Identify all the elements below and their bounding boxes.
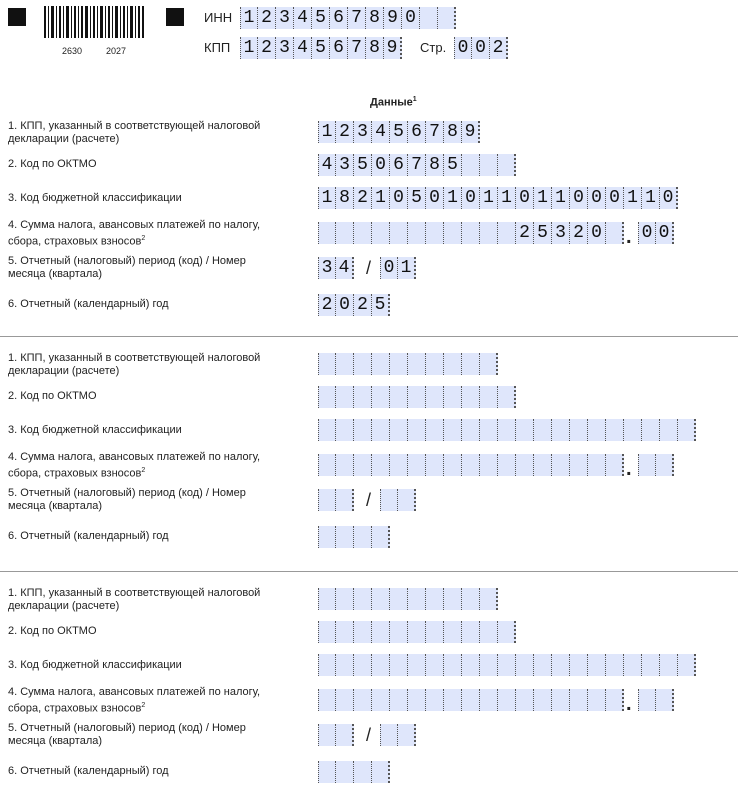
digit-cell[interactable]: 6	[408, 121, 426, 143]
digit-cell[interactable]	[444, 222, 462, 244]
digit-cell[interactable]	[552, 454, 570, 476]
digit-cell[interactable]	[336, 689, 354, 711]
period-separator: /	[366, 258, 372, 278]
digit-cell[interactable]: 7	[348, 7, 366, 29]
digit-cell[interactable]	[408, 621, 426, 643]
digit-cell[interactable]: 7	[408, 154, 426, 176]
period-code-field[interactable]	[318, 257, 354, 279]
digit-cell[interactable]: 9	[462, 121, 480, 143]
digit-cell[interactable]: 1	[318, 121, 336, 143]
digit-cell[interactable]: 0	[606, 187, 624, 209]
label-period: 5. Отчетный (налоговый) период (код) / Номер месяца (квартала)	[8, 722, 246, 747]
barcode-number-right: 2027	[106, 46, 127, 56]
digit-cell[interactable]	[498, 454, 516, 476]
section-title: Данные$^1$	[370, 96, 417, 109]
digit-cell[interactable]	[534, 419, 552, 441]
digit-cell[interactable]	[624, 419, 642, 441]
period-month-field[interactable]	[380, 489, 416, 511]
digit-cell[interactable]	[570, 454, 588, 476]
digit-cell[interactable]: 5	[534, 222, 552, 244]
digit-cell[interactable]: 0	[472, 37, 490, 59]
digit-cell[interactable]: 1	[240, 37, 258, 59]
digit-cell[interactable]	[372, 526, 390, 548]
digit-cell[interactable]	[444, 454, 462, 476]
digit-cell[interactable]	[462, 154, 480, 176]
digit-cell[interactable]	[372, 621, 390, 643]
digit-cell[interactable]	[606, 222, 624, 244]
digit-cell[interactable]	[444, 588, 462, 610]
label-sum: 4. Сумма налога, авансовых платежей по налогу, сбора, страховых взносов$^2$	[8, 219, 261, 248]
digit-cell[interactable]: 5	[354, 154, 372, 176]
digit-cell[interactable]	[390, 689, 408, 711]
digit-cell[interactable]: 8	[426, 154, 444, 176]
digit-cell[interactable]	[336, 654, 354, 676]
digit-cell[interactable]	[426, 386, 444, 408]
digit-cell[interactable]	[516, 419, 534, 441]
kbk-field[interactable]	[318, 654, 696, 676]
digit-cell[interactable]: 1	[498, 187, 516, 209]
digit-cell[interactable]: 1	[444, 187, 462, 209]
digit-cell[interactable]: 0	[390, 187, 408, 209]
digit-cell[interactable]: 0	[516, 187, 534, 209]
digit-cell[interactable]: 1	[240, 7, 258, 29]
digit-cell[interactable]	[606, 654, 624, 676]
sum-decimal-field[interactable]	[638, 222, 674, 244]
digit-cell[interactable]	[426, 353, 444, 375]
kpp-field[interactable]	[318, 588, 498, 610]
block-separator	[0, 571, 738, 572]
corner-marker-right	[166, 8, 184, 26]
digit-cell[interactable]: 0	[588, 187, 606, 209]
digit-cell[interactable]	[588, 454, 606, 476]
digit-cell[interactable]	[642, 654, 660, 676]
label-oktmo: 2. Код по ОКТМО	[8, 390, 97, 402]
digit-cell[interactable]	[480, 222, 498, 244]
label-period: 5. Отчетный (налоговый) период (код) / Номер месяца (квартала)	[8, 255, 246, 280]
digit-cell[interactable]	[390, 386, 408, 408]
digit-cell[interactable]	[318, 621, 336, 643]
digit-cell[interactable]: 6	[330, 7, 348, 29]
label-oktmo: 2. Код по ОКТМО	[8, 158, 97, 170]
digit-cell[interactable]	[408, 454, 426, 476]
digit-cell[interactable]	[408, 419, 426, 441]
digit-cell[interactable]: 3	[552, 222, 570, 244]
digit-cell[interactable]	[462, 689, 480, 711]
digit-cell[interactable]	[498, 621, 516, 643]
digit-cell[interactable]	[426, 654, 444, 676]
digit-cell[interactable]	[552, 654, 570, 676]
digit-cell[interactable]: 6	[330, 37, 348, 59]
digit-cell[interactable]	[354, 621, 372, 643]
digit-cell[interactable]	[444, 654, 462, 676]
digit-cell[interactable]	[354, 526, 372, 548]
digit-cell[interactable]	[336, 353, 354, 375]
digit-cell[interactable]	[462, 454, 480, 476]
digit-cell[interactable]: 0	[372, 154, 390, 176]
digit-cell[interactable]	[372, 654, 390, 676]
digit-cell[interactable]: 2	[336, 121, 354, 143]
digit-cell[interactable]: 4	[294, 7, 312, 29]
digit-cell[interactable]	[660, 419, 678, 441]
digit-cell[interactable]	[552, 689, 570, 711]
oktmo-field[interactable]	[318, 621, 516, 643]
digit-cell[interactable]: 3	[354, 121, 372, 143]
digit-cell[interactable]	[462, 386, 480, 408]
digit-cell[interactable]	[426, 222, 444, 244]
digit-cell[interactable]: 0	[336, 294, 354, 316]
digit-cell[interactable]: 2	[570, 222, 588, 244]
digit-cell[interactable]	[480, 621, 498, 643]
decimal-point: .	[626, 693, 632, 715]
digit-cell[interactable]	[336, 621, 354, 643]
digit-cell[interactable]	[444, 689, 462, 711]
period-code-field[interactable]	[318, 724, 354, 746]
digit-cell[interactable]: 9	[384, 37, 402, 59]
page-number-field[interactable]	[454, 37, 508, 59]
digit-cell[interactable]	[354, 689, 372, 711]
digit-cell[interactable]	[656, 689, 674, 711]
period-month-field[interactable]	[380, 257, 416, 279]
digit-cell[interactable]	[336, 489, 354, 511]
digit-cell[interactable]: 3	[276, 7, 294, 29]
digit-cell[interactable]	[678, 419, 696, 441]
digit-cell[interactable]	[516, 654, 534, 676]
digit-cell[interactable]	[498, 654, 516, 676]
kpp-header-field[interactable]	[240, 37, 402, 59]
digit-cell[interactable]	[336, 761, 354, 783]
digit-cell[interactable]: 0	[660, 187, 678, 209]
digit-cell[interactable]: 1	[372, 187, 390, 209]
digit-cell[interactable]	[588, 419, 606, 441]
digit-cell[interactable]: 5	[312, 37, 330, 59]
digit-cell[interactable]	[336, 588, 354, 610]
digit-cell[interactable]	[318, 454, 336, 476]
label-year: 6. Отчетный (календарный) год	[8, 530, 169, 542]
digit-cell[interactable]: 1	[480, 187, 498, 209]
label-sum: 4. Сумма налога, авансовых платежей по налогу, сбора, страховых взносов$^2$	[8, 451, 261, 480]
digit-cell[interactable]: 3	[318, 257, 336, 279]
digit-cell[interactable]	[390, 353, 408, 375]
digit-cell[interactable]: 0	[638, 222, 656, 244]
digit-cell[interactable]	[408, 222, 426, 244]
digit-cell[interactable]	[462, 588, 480, 610]
digit-cell[interactable]	[318, 419, 336, 441]
digit-cell[interactable]: 6	[390, 154, 408, 176]
digit-cell[interactable]	[408, 353, 426, 375]
kpp-label: КПП	[204, 40, 231, 55]
digit-cell[interactable]	[552, 419, 570, 441]
digit-cell[interactable]: 0	[656, 222, 674, 244]
digit-cell[interactable]: 8	[336, 187, 354, 209]
digit-cell[interactable]	[480, 419, 498, 441]
decimal-point: .	[626, 226, 632, 248]
digit-cell[interactable]	[426, 689, 444, 711]
period-separator: /	[366, 490, 372, 510]
label-year: 6. Отчетный (календарный) год	[8, 298, 169, 310]
digit-cell[interactable]	[498, 689, 516, 711]
oktmo-field[interactable]	[318, 154, 516, 176]
label-kpp: 1. КПП, указанный в соответствующей налоговой декларации (расчете)	[8, 352, 261, 377]
decimal-point: .	[626, 458, 632, 480]
digit-cell[interactable]: 2	[490, 37, 508, 59]
digit-cell[interactable]	[498, 386, 516, 408]
year-field[interactable]	[318, 294, 390, 316]
digit-cell[interactable]	[444, 621, 462, 643]
digit-cell[interactable]	[390, 454, 408, 476]
sum-decimal-field[interactable]	[638, 454, 674, 476]
kpp-field[interactable]	[318, 353, 498, 375]
digit-cell[interactable]	[480, 386, 498, 408]
digit-cell[interactable]	[480, 654, 498, 676]
period-separator: /	[366, 725, 372, 745]
digit-cell[interactable]	[420, 7, 438, 29]
digit-cell[interactable]	[462, 353, 480, 375]
digit-cell[interactable]: 2	[354, 294, 372, 316]
digit-cell[interactable]: 2	[258, 7, 276, 29]
digit-cell[interactable]	[354, 419, 372, 441]
digit-cell[interactable]	[318, 386, 336, 408]
digit-cell[interactable]: 1	[642, 187, 660, 209]
digit-cell[interactable]	[462, 419, 480, 441]
kbk-field[interactable]	[318, 187, 678, 209]
digit-cell[interactable]: 0	[454, 37, 472, 59]
digit-cell[interactable]: 4	[336, 257, 354, 279]
digit-cell[interactable]: 7	[348, 37, 366, 59]
digit-cell[interactable]	[354, 454, 372, 476]
digit-cell[interactable]	[380, 489, 398, 511]
label-kbk: 3. Код бюджетной классификации	[8, 659, 182, 671]
digit-cell[interactable]: 5	[408, 187, 426, 209]
digit-cell[interactable]	[444, 419, 462, 441]
digit-cell[interactable]: 1	[552, 187, 570, 209]
digit-cell[interactable]	[606, 689, 624, 711]
digit-cell[interactable]	[408, 386, 426, 408]
digit-cell[interactable]: 3	[276, 37, 294, 59]
barcode-number-left: 2630	[62, 46, 83, 56]
label-year: 6. Отчетный (календарный) год	[8, 765, 169, 777]
digit-cell[interactable]	[318, 654, 336, 676]
digit-cell[interactable]	[480, 689, 498, 711]
digit-cell[interactable]	[480, 588, 498, 610]
digit-cell[interactable]	[498, 154, 516, 176]
digit-cell[interactable]	[398, 489, 416, 511]
digit-cell[interactable]: 2	[258, 37, 276, 59]
digit-cell[interactable]	[354, 761, 372, 783]
digit-cell[interactable]	[354, 386, 372, 408]
digit-cell[interactable]	[318, 222, 336, 244]
digit-cell[interactable]: 4	[294, 37, 312, 59]
digit-cell[interactable]	[336, 386, 354, 408]
digit-cell[interactable]	[318, 489, 336, 511]
digit-cell[interactable]	[372, 761, 390, 783]
label-oktmo: 2. Код по ОКТМО	[8, 625, 97, 637]
inn-label: ИНН	[204, 10, 233, 25]
digit-cell[interactable]	[642, 419, 660, 441]
digit-cell[interactable]	[354, 588, 372, 610]
digit-cell[interactable]: 4	[318, 154, 336, 176]
digit-cell[interactable]	[480, 154, 498, 176]
digit-cell[interactable]	[336, 724, 354, 746]
digit-cell[interactable]	[444, 353, 462, 375]
digit-cell[interactable]	[318, 353, 336, 375]
inn-field[interactable]	[240, 7, 456, 29]
digit-cell[interactable]	[398, 724, 416, 746]
digit-cell[interactable]: 7	[426, 121, 444, 143]
digit-cell[interactable]	[372, 386, 390, 408]
digit-cell[interactable]: 3	[336, 154, 354, 176]
digit-cell[interactable]	[480, 353, 498, 375]
digit-cell[interactable]	[336, 419, 354, 441]
digit-cell[interactable]	[588, 654, 606, 676]
digit-cell[interactable]: 0	[570, 187, 588, 209]
digit-cell[interactable]: 8	[366, 37, 384, 59]
digit-cell[interactable]	[516, 689, 534, 711]
digit-cell[interactable]	[408, 588, 426, 610]
digit-cell[interactable]	[336, 222, 354, 244]
digit-cell[interactable]	[426, 419, 444, 441]
digit-cell[interactable]	[656, 454, 674, 476]
digit-cell[interactable]	[624, 654, 642, 676]
digit-cell[interactable]: 5	[372, 294, 390, 316]
digit-cell[interactable]	[354, 654, 372, 676]
digit-cell[interactable]	[372, 689, 390, 711]
sum-integer-field[interactable]	[318, 689, 624, 711]
digit-cell[interactable]	[336, 526, 354, 548]
label-kpp: 1. КПП, указанный в соответствующей налоговой декларации (расчете)	[8, 587, 261, 612]
label-sum: 4. Сумма налога, авансовых платежей по налогу, сбора, страховых взносов$^2$	[8, 686, 261, 715]
label-kbk: 3. Код бюджетной классификации	[8, 424, 182, 436]
digit-cell[interactable]	[390, 222, 408, 244]
digit-cell[interactable]	[638, 689, 656, 711]
digit-cell[interactable]	[438, 7, 456, 29]
digit-cell[interactable]	[318, 526, 336, 548]
kpp-field[interactable]	[318, 121, 480, 143]
sum-integer-field[interactable]	[318, 222, 624, 244]
digit-cell[interactable]	[372, 588, 390, 610]
digit-cell[interactable]	[516, 454, 534, 476]
digit-cell[interactable]	[390, 419, 408, 441]
digit-cell[interactable]	[408, 689, 426, 711]
digit-cell[interactable]	[426, 454, 444, 476]
digit-cell[interactable]	[638, 454, 656, 476]
digit-cell[interactable]	[498, 419, 516, 441]
digit-cell[interactable]	[570, 654, 588, 676]
digit-cell[interactable]	[426, 621, 444, 643]
digit-cell[interactable]	[462, 621, 480, 643]
digit-cell[interactable]	[444, 386, 462, 408]
digit-cell[interactable]	[354, 353, 372, 375]
block-separator	[0, 336, 738, 337]
digit-cell[interactable]: 0	[426, 187, 444, 209]
digit-cell[interactable]: 2	[354, 187, 372, 209]
digit-cell[interactable]: 9	[384, 7, 402, 29]
digit-cell[interactable]	[606, 454, 624, 476]
period-month-field[interactable]	[380, 724, 416, 746]
digit-cell[interactable]: 0	[588, 222, 606, 244]
digit-cell[interactable]	[498, 222, 516, 244]
digit-cell[interactable]: 0	[380, 257, 398, 279]
digit-cell[interactable]	[336, 454, 354, 476]
oktmo-field[interactable]	[318, 386, 516, 408]
digit-cell[interactable]	[380, 724, 398, 746]
digit-cell[interactable]	[462, 654, 480, 676]
digit-cell[interactable]: 1	[534, 187, 552, 209]
label-kpp: 1. КПП, указанный в соответствующей налоговой декларации (расчете)	[8, 120, 261, 145]
digit-cell[interactable]	[606, 419, 624, 441]
digit-cell[interactable]: 1	[398, 257, 416, 279]
digit-cell[interactable]	[426, 588, 444, 610]
digit-cell[interactable]: 8	[444, 121, 462, 143]
digit-cell[interactable]	[588, 689, 606, 711]
page-label: Стр.	[420, 40, 447, 55]
digit-cell[interactable]: 1	[318, 187, 336, 209]
digit-cell[interactable]	[408, 654, 426, 676]
digit-cell[interactable]: 2	[318, 294, 336, 316]
digit-cell[interactable]	[372, 454, 390, 476]
digit-cell[interactable]	[390, 654, 408, 676]
digit-cell[interactable]	[318, 689, 336, 711]
digit-cell[interactable]	[660, 654, 678, 676]
digit-cell[interactable]	[390, 621, 408, 643]
digit-cell[interactable]	[678, 654, 696, 676]
digit-cell[interactable]	[534, 654, 552, 676]
digit-cell[interactable]	[534, 689, 552, 711]
digit-cell[interactable]	[372, 222, 390, 244]
digit-cell[interactable]	[318, 588, 336, 610]
digit-cell[interactable]: 0	[462, 187, 480, 209]
sum-decimal-field[interactable]	[638, 689, 674, 711]
digit-cell[interactable]	[462, 222, 480, 244]
digit-cell[interactable]: 2	[516, 222, 534, 244]
corner-marker-left	[8, 8, 26, 26]
digit-cell[interactable]	[354, 222, 372, 244]
digit-cell[interactable]	[480, 454, 498, 476]
digit-cell[interactable]: 5	[444, 154, 462, 176]
digit-cell[interactable]	[570, 689, 588, 711]
label-kbk: 3. Код бюджетной классификации	[8, 192, 182, 204]
digit-cell[interactable]	[372, 419, 390, 441]
sum-integer-field[interactable]	[318, 454, 624, 476]
digit-cell[interactable]: 0	[402, 7, 420, 29]
year-field[interactable]	[318, 526, 390, 548]
year-field[interactable]	[318, 761, 390, 783]
digit-cell[interactable]	[318, 761, 336, 783]
digit-cell[interactable]	[390, 588, 408, 610]
digit-cell[interactable]: 5	[390, 121, 408, 143]
period-code-field[interactable]	[318, 489, 354, 511]
barcode	[44, 6, 144, 48]
digit-cell[interactable]: 1	[624, 187, 642, 209]
digit-cell[interactable]: 4	[372, 121, 390, 143]
digit-cell[interactable]: 8	[366, 7, 384, 29]
digit-cell[interactable]	[318, 724, 336, 746]
digit-cell[interactable]	[372, 353, 390, 375]
digit-cell[interactable]	[570, 419, 588, 441]
label-period: 5. Отчетный (налоговый) период (код) / Номер месяца (квартала)	[8, 487, 246, 512]
kbk-field[interactable]	[318, 419, 696, 441]
digit-cell[interactable]	[534, 454, 552, 476]
digit-cell[interactable]: 5	[312, 7, 330, 29]
